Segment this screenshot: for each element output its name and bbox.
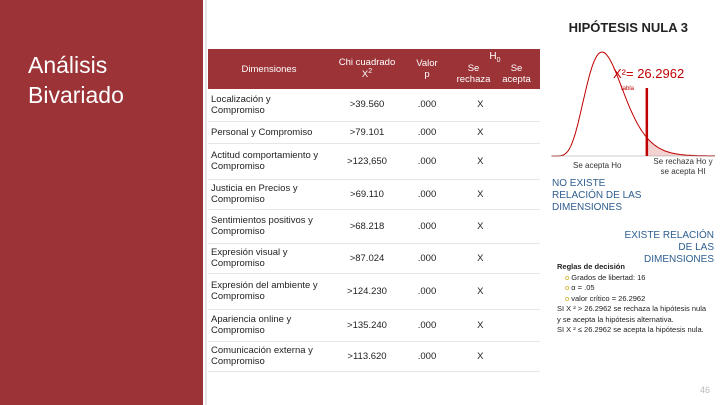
table-row: [208, 121, 540, 143]
chi-critical-label: X²= 26.2962: [613, 66, 685, 81]
cell-se-rechaza: X: [450, 341, 511, 371]
table-row: [208, 89, 540, 121]
rule-item: o α = .05: [565, 283, 707, 294]
cell-se-rechaza: X: [450, 121, 511, 143]
chi-square-table: [208, 49, 540, 372]
header-dimensiones: Dimensiones: [241, 63, 297, 75]
cell-dimension: Actitud comportamiento y Compromiso: [208, 143, 330, 179]
cell-se-rechaza: X: [450, 243, 511, 273]
cell-p-value: .000: [404, 143, 450, 179]
table-row: [208, 273, 540, 309]
header-chi-cuadrado: Chi cuadrado $X^2$: [338, 57, 396, 81]
cell-p-value: .000: [404, 341, 450, 371]
cell-p-value: .000: [404, 209, 450, 243]
cell-dimension: Personal y Compromiso: [208, 121, 330, 143]
slide-title: HIPÓTESIS NULA 3: [568, 20, 688, 35]
table-row: [208, 309, 540, 341]
cell-dimension: Localización y Compromiso: [208, 89, 330, 121]
table-row: [208, 143, 540, 179]
cell-se-acepta: [511, 89, 540, 121]
cell-se-rechaza: X: [450, 143, 511, 179]
table-row: [208, 209, 540, 243]
rule-paragraph-reject: SI X ² > 26.2962 se rechaza la hipótesis nula y se acepta la hipótesis alternativa.: [557, 304, 707, 324]
cell-p-value: .000: [404, 243, 450, 273]
cell-dimension: Sentimientos positivos y Compromiso: [208, 209, 330, 243]
header-valor-p: Valor p: [416, 58, 438, 80]
cell-chi-value: >123,650: [330, 143, 404, 179]
cell-chi-value: >135.240: [330, 309, 404, 341]
table-header-row: [208, 49, 540, 89]
cell-se-acepta: [511, 341, 540, 371]
tabla-label: tabla: [621, 86, 635, 92]
cell-se-rechaza: X: [450, 89, 511, 121]
cell-dimension: Justicia en Precios y Compromiso: [208, 179, 330, 209]
sidebar: [0, 0, 203, 405]
reject-region-label: Se rechaza Ho y se acepta HI: [653, 157, 713, 176]
cell-chi-value: >113.620: [330, 341, 404, 371]
cell-dimension: Apariencia online y Compromiso: [208, 309, 330, 341]
cell-chi-value: >87.024: [330, 243, 404, 273]
cell-se-acepta: [511, 121, 540, 143]
rules-list: [557, 273, 707, 305]
cell-p-value: .000: [404, 179, 450, 209]
cell-chi-value: >124.230: [330, 273, 404, 309]
header-se-rechaza: Se rechaza: [456, 63, 491, 85]
cell-p-value: .000: [404, 121, 450, 143]
table-row: [208, 179, 540, 209]
cell-chi-value: >68.218: [330, 209, 404, 243]
cell-se-rechaza: X: [450, 209, 511, 243]
cell-se-rechaza: X: [450, 179, 511, 209]
header-se-acepta: Se acepta: [502, 63, 531, 85]
cell-p-value: .000: [404, 273, 450, 309]
cell-se-acepta: [511, 273, 540, 309]
section-title: Análisis Bivariado: [28, 52, 124, 108]
page-number: 46: [699, 385, 710, 395]
cell-p-value: .000: [404, 309, 450, 341]
rule-item: o Grados de libertad: 16: [565, 273, 707, 284]
conclusion-no-existe: NO EXISTE RELACIÓN DE LAS DIMENSIONES: [552, 178, 642, 213]
cell-chi-value: >39.560: [330, 89, 404, 121]
cell-se-acepta: [511, 309, 540, 341]
cell-dimension: Expresión visual y Compromiso: [208, 243, 330, 273]
cell-chi-value: >79.101: [330, 121, 404, 143]
rule-paragraph-accept: SI X ² ≤ 26.2962 se acepta la hipótesis nula.: [557, 325, 704, 334]
header-h0: $H_0$ Se rechaza Se acepta: [450, 49, 540, 89]
cell-p-value: .000: [404, 89, 450, 121]
cell-se-acepta: [511, 179, 540, 209]
decision-rules: [557, 262, 707, 336]
cell-se-acepta: [511, 143, 540, 179]
cell-se-rechaza: X: [450, 309, 511, 341]
cell-chi-value: >69.110: [330, 179, 404, 209]
conclusion-existe: EXISTE RELACIÓN DE LAS DIMENSIONES: [624, 230, 714, 265]
accept-region-label: Se acepta Ho: [573, 161, 622, 170]
table-row: [208, 243, 540, 273]
table-row: [208, 341, 540, 371]
cell-dimension: Comunicación externa y Compromiso: [208, 341, 330, 371]
cell-dimension: Expresión del ambiente y Compromiso: [208, 273, 330, 309]
table-body: [208, 89, 540, 371]
cell-se-acepta: [511, 209, 540, 243]
vertical-divider: [205, 0, 207, 405]
cell-se-rechaza: X: [450, 273, 511, 309]
rules-title: Reglas de decisión: [557, 262, 625, 271]
cell-se-acepta: [511, 243, 540, 273]
rule-item: o valor crítico = 26.2962: [565, 294, 707, 305]
